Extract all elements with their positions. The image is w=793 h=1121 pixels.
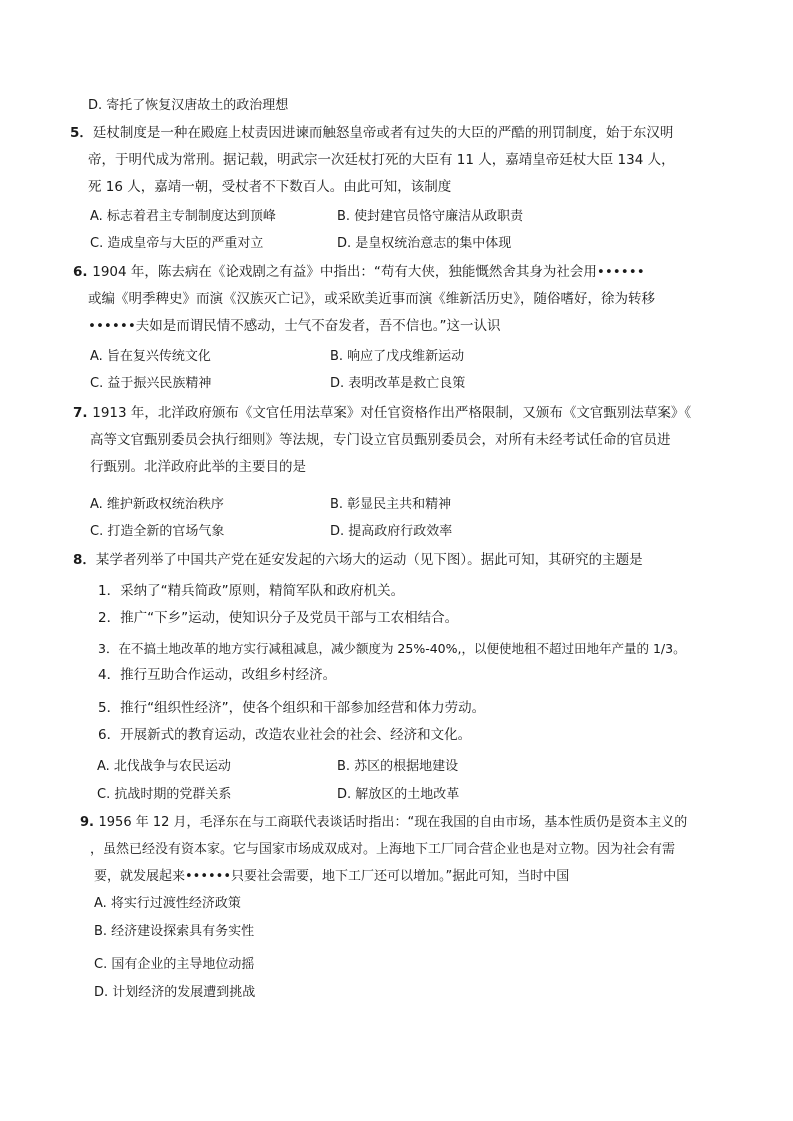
option-d: D. 计划经济的发展遭到挑战	[94, 985, 256, 1000]
question-number: 7.	[73, 405, 93, 421]
question-number: 5．	[70, 125, 93, 141]
option-d: D. 是皇权统治意志的集中体现	[337, 236, 512, 251]
option-d: D. 解放区的土地改革	[337, 787, 460, 802]
option-a: A. 将实行过渡性经济政策	[94, 896, 241, 911]
question-stem-line: 或编《明季稗史》而演《汉族灭亡记》，或采欧美近事而演《维新活历史》，随俗嗜好，徐为转移	[88, 291, 655, 307]
option-a: A. 标志着君主专制制度达到顶峰	[90, 209, 276, 224]
option-a: A. 维护新政权统治秩序	[90, 497, 224, 512]
option-d: D. 提高政府行政效率	[330, 524, 453, 539]
list-item: 3．在不搞土地改革的地方实行减租减息，减少额度为 25%-40%,，以便使地租不超过田地年产量的 1/3。	[98, 641, 686, 656]
option-b: B. 彰显民主共和精神	[330, 497, 452, 512]
question-stem-line: 1904 年，陈去病在《论戏剧之有益》中指出：“苟有大侠，独能慨然舍其身为社会用••••••	[92, 264, 645, 280]
question-stem-line: 帝，于明代成为常刑。据记载，明武宗一次廷杖打死的大臣有 11 人，嘉靖皇帝廷杖大臣 134 人，	[88, 152, 675, 168]
prev-option-d: D. 寄托了恢复汉唐故土的政治理想	[88, 98, 289, 113]
option-c: C. 国有企业的主导地位动摇	[94, 957, 255, 972]
option-d: D. 表明改革是救亡良策	[330, 376, 466, 391]
question-stem-line: ，虽然已经没有资本家。它与国家市场成双成对。上海地下工厂同合营企业也是对立物。因为社会有需	[90, 842, 676, 857]
option-c: C. 益于振兴民族精神	[90, 376, 212, 391]
question-stem-line: 1913 年，北洋政府颁布《文官任用法草案》对任官资格作出严格限制，又颁布《文官甄别法草案》《	[92, 405, 692, 421]
list-item: 5．推行“组织性经济”，使各个组织和干部参加经营和体力劳动。	[98, 700, 486, 716]
option-c: C. 造成皇帝与大臣的严重对立	[90, 236, 264, 251]
question-number: 9.	[80, 815, 99, 830]
question-stem-line: 廷杖制度是一种在殿庭上杖责因进谏而触怒皇帝或者有过失的大臣的严酷的刑罚制度，始于东汉明	[92, 125, 674, 141]
question-stem-line: 死 16 人，嘉靖一朝，受杖者不下数百人。由此可知，该制度	[88, 179, 452, 195]
list-item: 6．开展新式的教育运动，改造农业社会的社会、经济和文化。	[98, 727, 472, 743]
option-a: A. 旨在复兴传统文化	[90, 349, 211, 364]
option-b: B. 经济建设探索具有务实性	[94, 924, 255, 939]
question-stem-line: ••••••夫如是而谓民情不感动，士气不奋发者，吾不信也。”这一认识	[88, 318, 501, 334]
list-item: 1．采纳了“精兵简政”原则，精简军队和政府机关。	[98, 583, 405, 599]
question-number: 6.	[73, 264, 93, 280]
list-item: 2．推广“下乡”运动，使知识分子及党员干部与工农相结合。	[98, 610, 459, 626]
option-b: B. 苏区的根据地建设	[337, 759, 459, 774]
question-stem-line: 要，就发展起来••••••只要社会需要，地下工厂还可以增加。”据此可知，当时中国	[94, 869, 570, 884]
list-item: 4．推行互助合作运动，改组乡村经济。	[98, 667, 337, 683]
question-stem-line: 行甄别。北洋政府此举的主要目的是	[90, 459, 306, 475]
option-b: B. 响应了戊戌维新运动	[330, 349, 465, 364]
option-a: A. 北伐战争与农民运动	[97, 759, 231, 774]
question-stem-line: 某学者列举了中国共产党在延安发起的六场大的运动（见下图）。据此可知，其研究的主题是	[95, 552, 643, 568]
option-b: B. 使封建官员恪守廉洁从政职责	[337, 209, 524, 224]
option-c: C. 打造全新的官场气象	[90, 524, 225, 539]
option-c: C. 抗战时期的党群关系	[97, 787, 232, 802]
question-stem-line: 高等文官甄别委员会执行细则》等法规，专门设立官员甄别委员会，对所有未经考试任命的官员进	[90, 432, 671, 448]
question-stem-line: 1956 年 12 月，毛泽东在与工商联代表谈话时指出：“现在我国的自由市场，基本性质仍是资本主义的	[98, 815, 688, 830]
question-number: 8．	[73, 552, 96, 568]
